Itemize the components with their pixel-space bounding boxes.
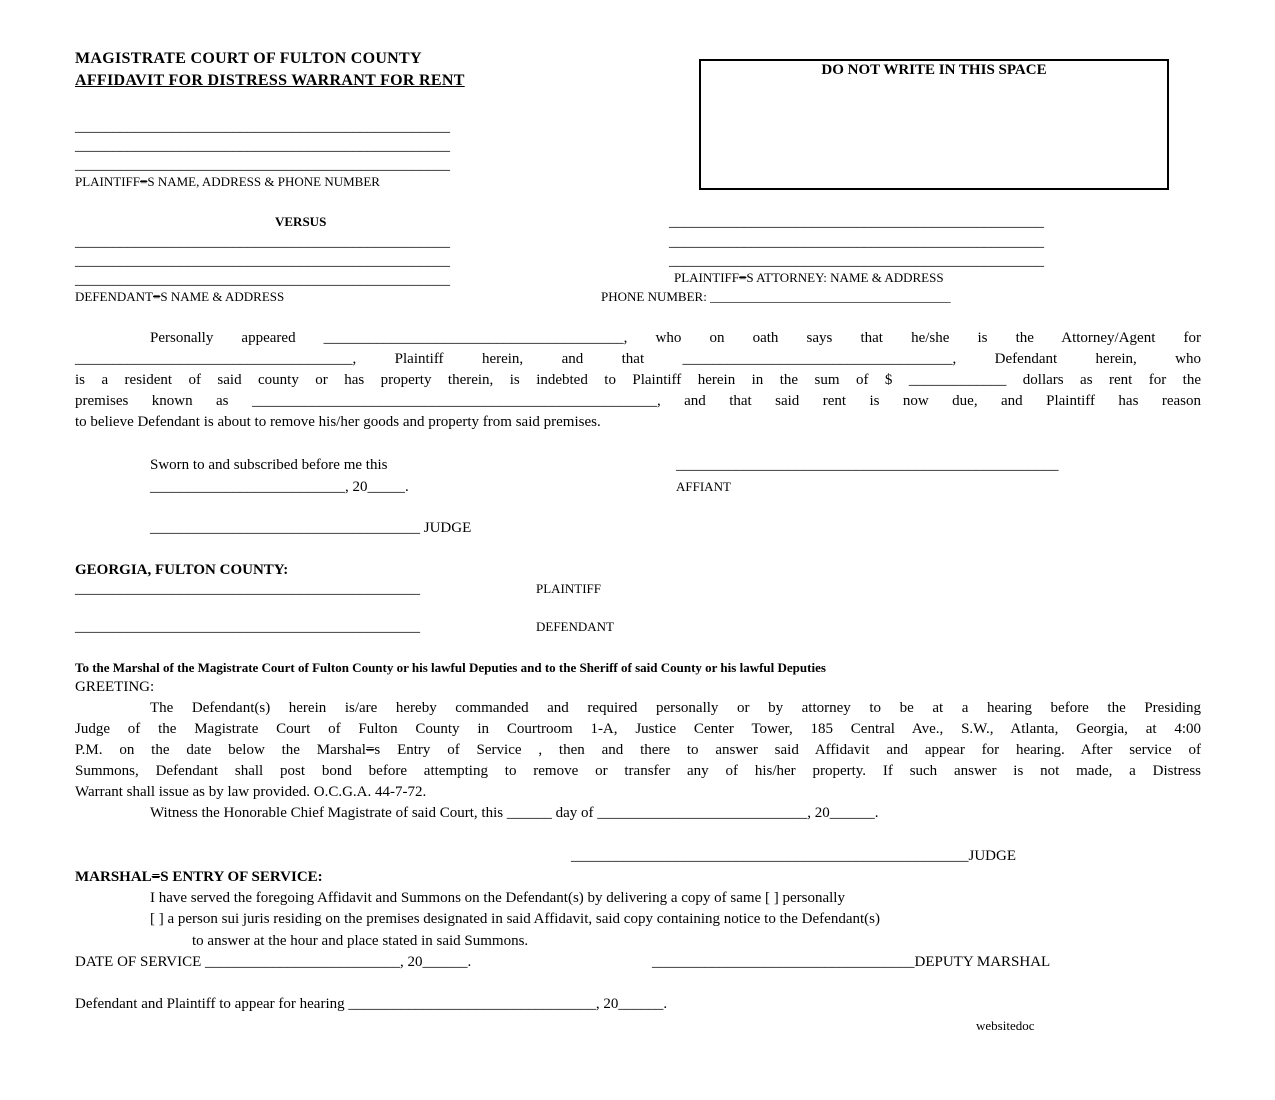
summons-defendant-line[interactable]: ______________________________________________ xyxy=(75,619,420,635)
affidavit-line-2[interactable]: _____________________________________, Plaintiff herein, and that ____________________________________, Defendant herein, who xyxy=(75,351,1201,367)
summons-line-5: Warrant shall issue as by law provided. O.C.G.A. 44-7-72. xyxy=(75,784,427,800)
plaintiff-label: PLAINTIFF=S NAME, ADDRESS & PHONE NUMBER xyxy=(75,174,380,189)
sworn-date-line[interactable]: __________________________, 20_____. xyxy=(150,479,409,495)
venue-heading: GEORGIA, FULTON COUNTY: xyxy=(75,562,289,578)
defendant-line-2[interactable]: __________________________________________________ xyxy=(75,253,450,269)
versus-label: VERSUS xyxy=(275,214,327,229)
affidavit-paragraph xyxy=(75,328,1201,433)
greeting: GREETING: xyxy=(75,679,155,695)
plaintiff-line-1[interactable]: __________________________________________________ xyxy=(75,119,450,135)
affiant-label: AFFIANT xyxy=(676,479,731,494)
service-line-3: to answer at the hour and place stated in said Summons. xyxy=(192,933,529,949)
summons-line-2: Judge of the Magistrate Court of Fulton County in Courtroom 1-A, Justice Center Tower, 185 Central Ave., S.W., Atlanta, Georgia, at 4:00 xyxy=(75,721,1201,737)
summons-plaintiff-line[interactable]: ______________________________________________ xyxy=(75,581,420,597)
phone-label: PHONE NUMBER: xyxy=(601,289,711,304)
service-line-2[interactable]: [ ] a person sui juris residing on the premises designated in said Affidavit, said copy containing notice to the Defendant(s) xyxy=(150,911,880,927)
summons-body xyxy=(75,698,1201,824)
summons-line-4: Summons, Defendant shall post bond before attempting to remove or transfer any of his/her property. If such answer is not made, a Distress xyxy=(75,763,1201,779)
plaintiff-line-2[interactable]: __________________________________________________ xyxy=(75,138,450,154)
affidavit-line-1[interactable]: Personally appeared ________________________________________, who on oath says that he/she is the Attorney/Agent for xyxy=(150,330,1201,346)
summons-line-1: The Defendant(s) herein is/are hereby commanded and required personally or by attorney to be at a hearing before the Presiding xyxy=(150,700,1201,716)
footer-source: websitedoc xyxy=(976,1018,1035,1033)
court-name: MAGISTRATE COURT OF FULTON COUNTY xyxy=(75,50,422,67)
affidavit-line-5: to believe Defendant is about to remove his/her goods and property from said premises. xyxy=(75,414,601,430)
date-of-service[interactable]: DATE OF SERVICE __________________________, 20______. xyxy=(75,954,472,970)
service-heading: MARSHAL=S ENTRY OF SERVICE: xyxy=(75,869,323,885)
form-title: AFFIDAVIT FOR DISTRESS WARRANT FOR RENT xyxy=(75,72,465,89)
attorney-label: PLAINTIFF=S ATTORNEY: NAME & ADDRESS xyxy=(674,270,944,285)
office-use-box xyxy=(699,59,1169,190)
affidavit-line-4[interactable]: premises known as ______________________________________________________, and that said rent is now due, and Plaintiff has reason xyxy=(75,393,1201,409)
summons-judge-line[interactable]: _____________________________________________________JUDGE xyxy=(571,848,1016,864)
attorney-line-2[interactable]: __________________________________________________ xyxy=(669,234,1044,250)
office-use-label: DO NOT WRITE IN THIS SPACE xyxy=(821,62,1047,78)
witness-line[interactable]: Witness the Honorable Chief Magistrate of said Court, this ______ day of ____________________________, 20______. xyxy=(150,805,879,821)
defendant-line-1[interactable]: __________________________________________________ xyxy=(75,234,450,250)
attorney-phone xyxy=(601,288,951,306)
deputy-marshal-line[interactable]: ___________________________________DEPUTY MARSHAL xyxy=(652,954,1051,970)
service-line-1[interactable]: I have served the foregoing Affidavit and Summons on the Defendant(s) by delivering a copy of same [ ] personally xyxy=(150,890,845,906)
sworn-text: Sworn to and subscribed before me this xyxy=(150,457,388,473)
summons-line-3: P.M. on the date below the Marshal=s Entry of Service , then and there to answer said Affidavit and appear for hearing. After service of xyxy=(75,742,1201,758)
hearing-date-line[interactable]: Defendant and Plaintiff to appear for hearing _________________________________, 20______. xyxy=(75,996,668,1012)
affidavit-line-3[interactable]: is a resident of said county or has property therein, is indebted to Plaintiff herein in the sum of $ _____________ dollars as rent for the xyxy=(75,372,1201,388)
judge-signature-line[interactable]: ____________________________________ JUDGE xyxy=(150,520,472,536)
attorney-line-3[interactable]: __________________________________________________ xyxy=(669,253,1044,269)
summons-plaintiff-label: PLAINTIFF xyxy=(536,581,602,596)
summons-addressee: To the Marshal of the Magistrate Court of Fulton County or his lawful Deputies and to the Sheriff of said County or his lawful Deputies xyxy=(75,660,826,675)
summons-defendant-label: DEFENDANT xyxy=(536,619,614,634)
attorney-line-1[interactable]: __________________________________________________ xyxy=(669,214,1044,230)
affiant-signature-line[interactable]: ___________________________________________________ xyxy=(676,457,1059,473)
defendant-line-3[interactable]: __________________________________________________ xyxy=(75,272,450,288)
defendant-label: DEFENDANT=S NAME & ADDRESS xyxy=(75,289,285,304)
phone-input[interactable]: _____________________________________ xyxy=(710,289,951,304)
plaintiff-line-3[interactable]: __________________________________________________ xyxy=(75,157,450,173)
